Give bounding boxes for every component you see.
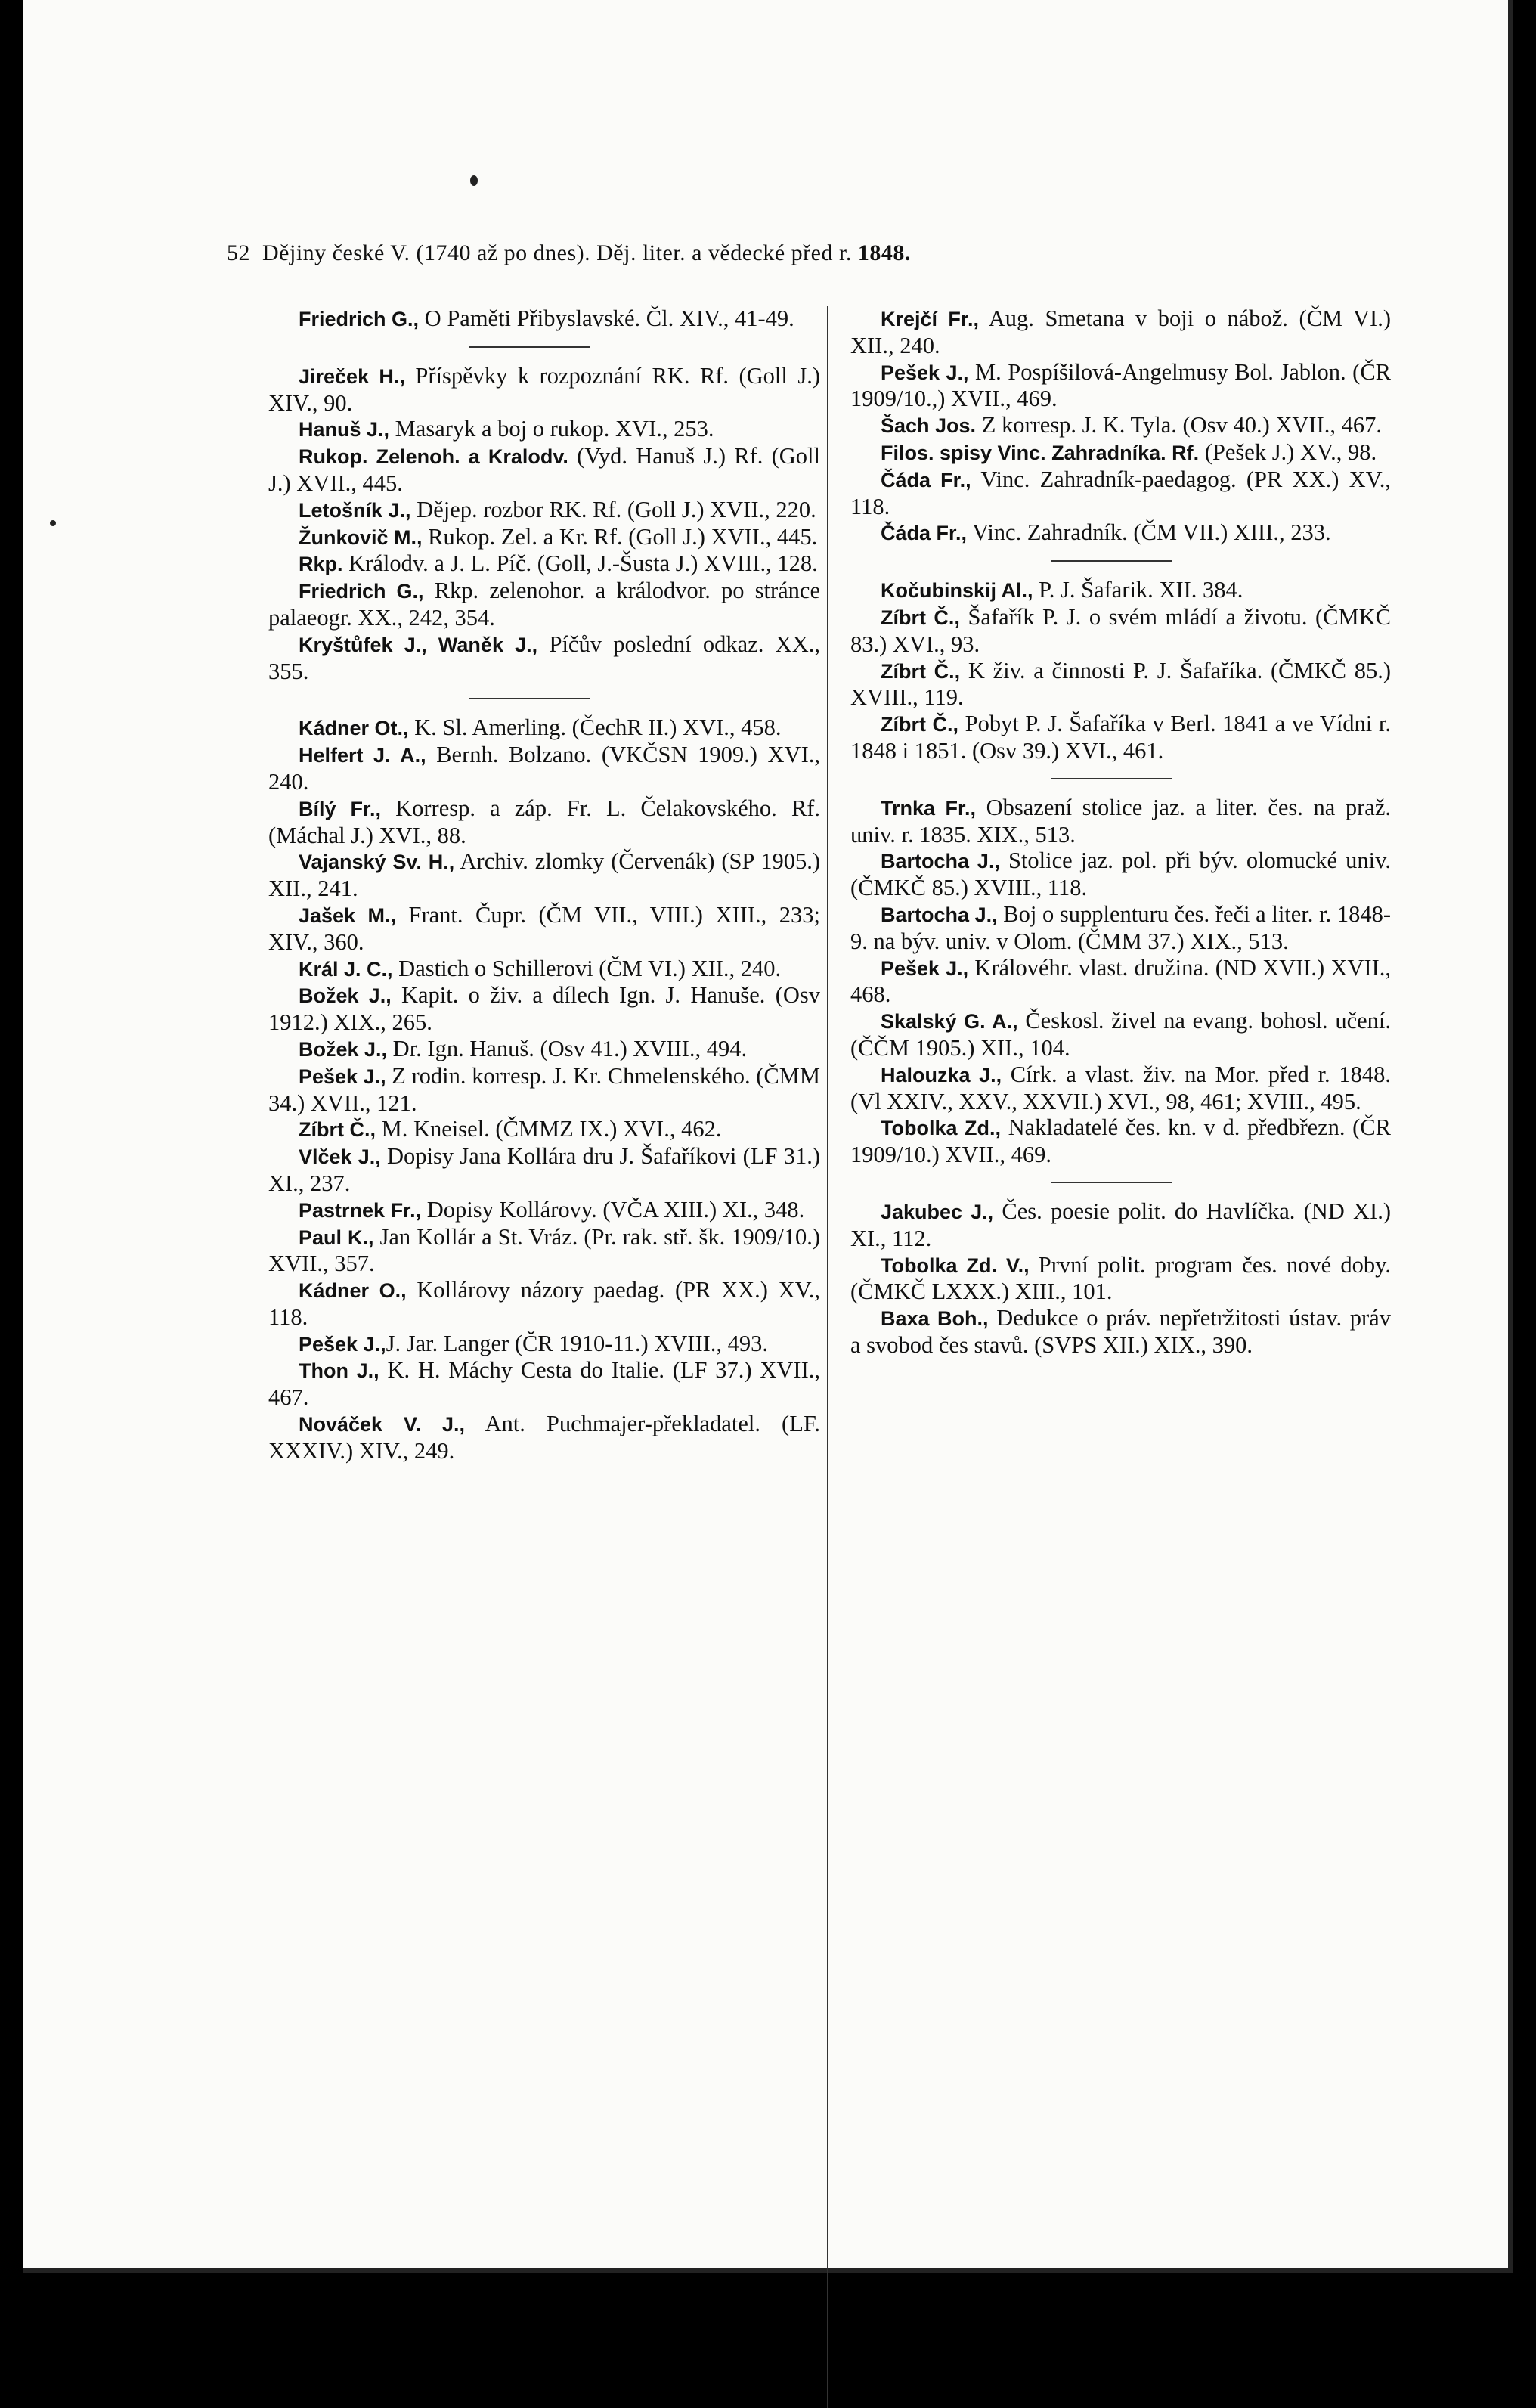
bibliography-entry xyxy=(268,443,820,497)
entry-text: První polit. program čes. nové doby. (ČMKČ LXXX.) XIII., 101. xyxy=(850,1251,1391,1305)
entry-text: Frant. Čupr. (ČM VII., VIII.) XIII., 233; XIV., 360. xyxy=(268,901,820,955)
entry-text: Z korresp. J. K. Tyla. (Osv 40.) XVII., 467. xyxy=(976,412,1382,439)
entry-author: Pešek J., xyxy=(299,1332,386,1356)
entry-author: Thon J., xyxy=(299,1359,379,1383)
entry-text: Píčův poslední odkaz. XX., 355. xyxy=(268,631,820,684)
bibliography-entry xyxy=(268,1224,820,1278)
entry-author: Božek J., xyxy=(299,984,392,1008)
bibliography-entry xyxy=(268,1143,820,1197)
entry-author: Filos. spisy Vinc. Zahradníka. Rf. xyxy=(881,441,1200,464)
entry-text: Jan Kollár a St. Vráz. (Pr. rak. stř. šk. 1909/10.) XVII., 357. xyxy=(268,1223,820,1277)
entry-text: K. H. Máchy Cesta do Italie. (LF 37.) XVII., 467. xyxy=(268,1357,820,1411)
entry-author: Pešek J., xyxy=(299,1065,386,1088)
bibliography-entry xyxy=(268,1116,820,1143)
bibliography-entry xyxy=(850,795,1391,848)
entry-text: Archiv. zlomky (Červenák) (SP 1905.) XII., 241. xyxy=(268,848,820,902)
entry-text: O Paměti Přibyslavské. Čl. XIV., 41-49. xyxy=(419,305,794,331)
bibliography-entry xyxy=(268,1411,820,1464)
section-separator xyxy=(1051,778,1172,779)
entry-author: Vlček J., xyxy=(299,1145,381,1169)
entry-author: Trnka Fr., xyxy=(881,796,977,820)
left-column xyxy=(268,305,820,1464)
bibliography-entry xyxy=(850,1252,1391,1306)
bibliography-entry xyxy=(268,1197,820,1224)
entry-author: Čáda Fr., xyxy=(881,468,971,491)
entry-author: Božek J., xyxy=(299,1037,388,1061)
bibliography-entry xyxy=(268,982,820,1036)
entry-text: Dedukce o práv. nepřetržitosti ústav. práv a svobod čes stavů. (SVPS XII.) XIX., 390. xyxy=(850,1305,1391,1358)
bibliography-entry xyxy=(268,1331,820,1358)
entry-author: Bartocha J., xyxy=(881,903,998,926)
header-title: Dějiny české V. (1740 až po dnes). Děj. liter. a vědecké před r. xyxy=(262,240,852,265)
entry-author: Vajanský Sv. H., xyxy=(299,851,455,874)
entry-text: K. Sl. Amerling. (ČechR II.) XVI., 458. xyxy=(408,714,782,741)
entry-author: Zíbrt Č., xyxy=(299,1118,376,1142)
bibliography-entry xyxy=(850,1061,1391,1115)
bibliography-entry xyxy=(268,1063,820,1117)
entry-text: Rukop. Zel. a Kr. Rf. (Goll J.) XVII., 445. xyxy=(422,523,818,550)
entry-author: Šach Jos. xyxy=(881,414,977,438)
entry-text: Stolice jaz. pol. při býv. olomucké univ. (ČMKČ 85.) XVIII., 118. xyxy=(850,848,1391,901)
entry-text: Aug. Smetana v boji o nábož. (ČM VI.) XII., 240. xyxy=(850,305,1391,358)
bibliography-entry xyxy=(268,742,820,795)
entry-author: Krejčí Fr., xyxy=(881,308,979,330)
entry-text: Kapit. o živ. a dílech Ign. J. Hanuše. (Osv 1912.) XIX., 265. xyxy=(268,982,820,1036)
entry-author: Čáda Fr., xyxy=(881,522,968,545)
entry-text: Dopisy Jana Kollára dru J. Šafaříkovi (LF 31.) XI., 237. xyxy=(268,1143,820,1196)
bibliography-entry xyxy=(850,577,1391,604)
bibliography-entry xyxy=(268,714,820,742)
entry-text: Círk. a vlast. živ. na Mor. před r. 1848. (Vl XXIV., XXV., XXVII.) XVI., 98, 461; XVIII., 495. xyxy=(850,1061,1391,1114)
bibliography-entry xyxy=(850,848,1391,901)
entry-text: K živ. a činnosti P. J. Šafaříka. (ČMKČ 85.) XVIII., 119. xyxy=(850,657,1391,711)
entry-text: (Vyd. Hanuš J.) Rf. (Goll J.) XVII., 445. xyxy=(268,443,820,496)
entry-author: Zíbrt Č., xyxy=(881,659,961,683)
entry-text: Dastich o Schillerovi (ČM VI.) XII., 240. xyxy=(392,955,782,981)
section-separator xyxy=(469,346,590,348)
entry-text: Čes. poesie polit. do Havlíčka. (ND XI.) XI., 112. xyxy=(850,1198,1391,1251)
entry-text: Dopisy Kollárovy. (VČA XIII.) XI., 348. xyxy=(421,1196,805,1223)
bibliography-entry xyxy=(850,439,1391,466)
entry-text: P. J. Šafarik. XII. 384. xyxy=(1033,577,1243,603)
entry-author: Kryštůfek J., Waněk J., xyxy=(299,633,538,656)
entry-text: Obsazení stolice jaz. a liter. čes. na praž. univ. r. 1835. XIX., 513. xyxy=(850,794,1391,848)
entry-author: Friedrich G., xyxy=(299,580,424,603)
right-column xyxy=(850,305,1391,1359)
entry-author: Zíbrt Č., xyxy=(881,606,960,629)
bibliography-entry xyxy=(850,1305,1391,1359)
entry-text: Korresp. a záp. Fr. L. Čelakovského. Rf. (Máchal J.) XVI., 88. xyxy=(268,795,820,848)
entry-author: Rukop. Zelenoh. a Kralodv. xyxy=(299,445,568,469)
bibliography-entry xyxy=(268,305,820,333)
entry-text: Boj o supplenturu čes. řeči a liter. r. 1848-9. na býv. univ. v Olom. (ČMM 37.) XIX., 513. xyxy=(850,900,1391,954)
bibliography-entry xyxy=(850,519,1391,547)
entry-text: Ant. Puchmajer-překladatel. (LF. XXXIV.) XIV., 249. xyxy=(268,1411,820,1464)
bibliography-entry xyxy=(268,1357,820,1411)
entry-author: Friedrich G., xyxy=(299,308,420,330)
entry-author: Skalský G. A., xyxy=(881,1010,1018,1034)
entry-author: Bartocha J., xyxy=(881,850,1000,873)
bibliography-entry xyxy=(850,901,1391,955)
bibliography-entry xyxy=(850,466,1391,520)
entry-text: M. Pospíšilová-Angelmusy Bol. Jablon. (ČR 1909/10.,) XVII., 469. xyxy=(850,358,1392,412)
ink-speck xyxy=(50,520,56,526)
bibliography-entry xyxy=(268,524,820,551)
scanned-page xyxy=(23,0,1513,2273)
entry-author: Letošník J., xyxy=(299,498,411,522)
entry-text: Králodv. a J. L. Píč. (Goll, J.-Šusta J.) XVIII., 128. xyxy=(342,550,818,577)
section-separator xyxy=(1051,1182,1172,1183)
bibliography-entry xyxy=(850,412,1391,439)
bibliography-entry xyxy=(268,795,820,849)
entry-author: Jakubec J., xyxy=(881,1200,994,1223)
entry-author: Baxa Boh., xyxy=(881,1307,989,1331)
entry-text: Kollárovy názory paedag. (PR XX.) XV., 118. xyxy=(268,1277,820,1330)
entry-text: Pobyt P. J. Šafaříka v Berl. 1841 a ve Vídni r. 1848 i 1851. (Osv 39.) XVI., 461. xyxy=(850,711,1391,764)
bibliography-entry xyxy=(268,848,820,902)
entry-author: Jašek M., xyxy=(299,903,396,927)
entry-text: Dějep. rozbor RK. Rf. (Goll J.) XVII., 220. xyxy=(410,496,816,522)
bibliography-entry xyxy=(850,955,1391,1009)
section-separator xyxy=(469,698,590,699)
entry-author: Kádner Ot., xyxy=(299,717,409,740)
entry-text: Z rodin. korresp. J. Kr. Chmelenského. (ČMM 34.) XVII., 121. xyxy=(268,1062,820,1116)
header-year: 1848. xyxy=(857,240,911,265)
entry-author: Tobolka Zd., xyxy=(881,1117,1001,1140)
entry-text: Českosl. živel na evang. bohosl. učení. (ČČM 1905.) XII., 104. xyxy=(850,1008,1391,1061)
entry-author: Král J. C., xyxy=(299,957,393,981)
entry-text: Šafařík P. J. o svém mládí a životu. (ČMKČ 83.) XVI., 93. xyxy=(850,603,1391,657)
entry-text: Rkp. zelenohor. a králodvor. po stránce palaeogr. XX., 242, 354. xyxy=(268,578,820,631)
bibliography-entry xyxy=(850,711,1391,764)
entry-author: Žunkovič M., xyxy=(299,525,423,549)
column-divider xyxy=(827,306,828,2408)
entry-author: Halouzka J., xyxy=(881,1063,1002,1086)
entry-text: Masaryk a boj o rukop. XVI., 253. xyxy=(389,416,714,442)
bibliography-entry xyxy=(850,604,1391,658)
entry-text: Bernh. Bolzano. (VKČSN 1909.) XVI., 240. xyxy=(268,742,820,795)
bibliography-entry xyxy=(268,363,820,417)
entry-author: Pastrnek Fr., xyxy=(299,1198,422,1222)
bibliography-entry xyxy=(268,631,820,685)
bibliography-entry xyxy=(268,902,820,956)
entry-text: J. Jar. Langer (ČR 1910-11.) XVIII., 493. xyxy=(386,1330,769,1356)
entry-author: Jireček H., xyxy=(299,364,405,388)
entry-author: Pešek J., xyxy=(881,956,969,980)
entry-text: Dr. Ign. Hanuš. (Osv 41.) XVIII., 494. xyxy=(387,1035,748,1061)
bibliography-entry xyxy=(268,1277,820,1331)
entry-author: Kočubinskij Al., xyxy=(881,579,1033,603)
page-number: 52 xyxy=(227,240,250,265)
entry-author: Paul K., xyxy=(299,1226,374,1249)
bibliography-entry xyxy=(850,359,1391,413)
entry-author: Hanuš J., xyxy=(299,418,390,442)
bibliography-entry xyxy=(268,956,820,983)
running-header xyxy=(227,240,1406,266)
bibliography-entry xyxy=(850,658,1391,711)
bibliography-entry xyxy=(268,578,820,631)
entry-text: Nakladatelé čes. kn. v d. předbřezn. (ČR 1909/10.) XVII., 469. xyxy=(850,1114,1391,1168)
entry-author: Kádner O., xyxy=(299,1279,407,1303)
entry-author: Zíbrt Č., xyxy=(881,713,958,736)
entry-text: Příspěvky k rozpoznání RK. Rf. (Goll J.) XIV., 90. xyxy=(268,362,820,416)
entry-author: Rkp. xyxy=(299,553,343,576)
entry-text: Vinc. Zahradník-paedagog. (PR XX.) XV., 118. xyxy=(850,466,1391,519)
bibliography-entry xyxy=(268,1036,820,1063)
bibliography-entry xyxy=(850,305,1391,359)
ink-speck xyxy=(470,175,478,186)
entry-text: Vinc. Zahradník. (ČM VII.) XIII., 233. xyxy=(967,519,1331,546)
entry-text: M. Kneisel. (ČMMZ IX.) XVI., 462. xyxy=(376,1116,722,1142)
bibliography-entry xyxy=(268,550,820,578)
bibliography-entry xyxy=(850,1114,1391,1168)
entry-author: Helfert J. A., xyxy=(299,744,426,767)
entry-author: Bílý Fr., xyxy=(299,797,382,820)
entry-text: (Pešek J.) XV., 98. xyxy=(1199,439,1377,465)
bibliography-entry xyxy=(850,1198,1391,1252)
entry-text: Královéhr. vlast. družina. (ND XVII.) XVII., 468. xyxy=(850,954,1391,1008)
entry-author: Nováček V. J., xyxy=(299,1413,466,1436)
section-separator xyxy=(1051,560,1172,562)
bibliography-entry xyxy=(268,497,820,524)
bibliography-entry xyxy=(850,1008,1391,1061)
bibliography-entry xyxy=(268,416,820,443)
entry-author: Pešek J., xyxy=(881,361,969,384)
entry-author: Tobolka Zd. V., xyxy=(881,1254,1030,1277)
